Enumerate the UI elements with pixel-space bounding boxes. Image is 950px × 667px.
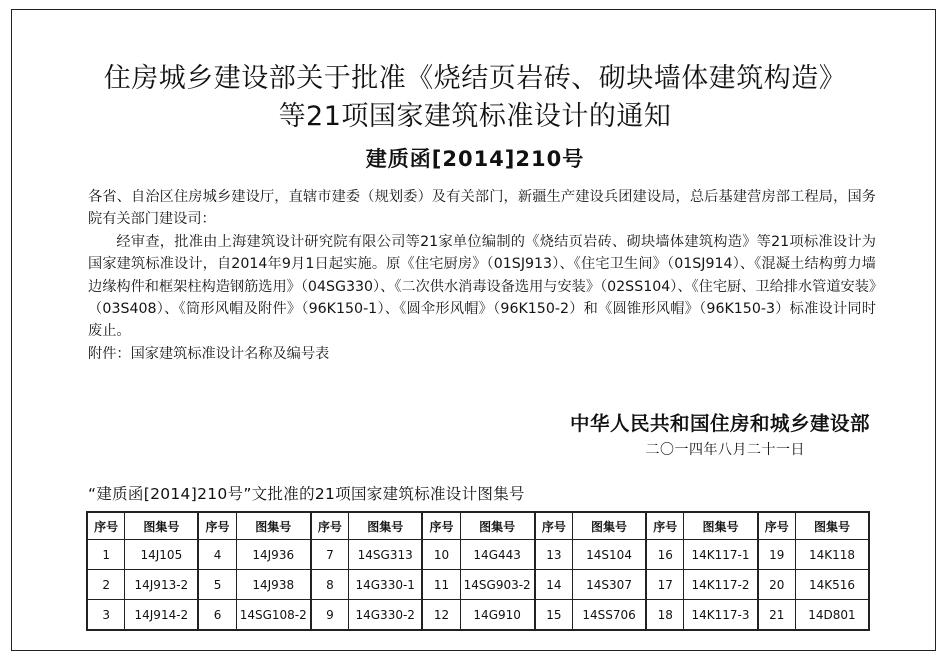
header-atlas: 图集号	[460, 512, 535, 540]
issuer-signature: 中华人民共和国住房和城乡建设部	[569, 412, 870, 435]
seq-cell: 15	[535, 600, 573, 631]
table-row	[87, 540, 869, 570]
seq-cell: 3	[87, 600, 125, 631]
atlas-cell: 14K117-3	[684, 600, 758, 631]
document-number: 建质函[2014]210号	[365, 147, 585, 171]
seq-cell: 4	[198, 540, 236, 570]
seq-cell: 2	[87, 570, 125, 600]
atlas-cell: 14K118	[795, 540, 869, 570]
seq-cell: 16	[646, 540, 684, 570]
atlas-cell: 14J105	[125, 540, 199, 570]
header-seq: 序号	[758, 512, 796, 540]
header-atlas: 图集号	[125, 512, 199, 540]
document-title-line-1: 住房城乡建设部关于批准《烧结页岩砖、砌块墙体建筑构造》	[103, 63, 847, 94]
notice-body	[88, 186, 876, 365]
atlas-cell: 14K516	[795, 570, 869, 600]
seq-cell: 8	[311, 570, 349, 600]
table-header-row	[87, 512, 869, 540]
seq-cell: 1	[87, 540, 125, 570]
atlas-cell: 14G330-1	[349, 570, 423, 600]
header-seq: 序号	[311, 512, 349, 540]
issue-date: 二〇一四年八月二十一日	[645, 442, 805, 458]
atlas-cell: 14SS706	[573, 600, 647, 631]
atlas-cell: 14K117-2	[684, 570, 758, 600]
header-seq: 序号	[422, 512, 460, 540]
approval-paragraph: 经审查，批准由上海建筑设计研究院有限公司等21家单位编制的《烧结页岩砖、砌块墙体建筑构造》等21项标准设计为国家建筑标准设计，自2014年9月1日起实施。原《住宅厨房》（01SJ913）、《住宅卫生间》（01SJ914）、《混凝土结构剪力墙边缘构件和框架柱构造钢筋选用》（04SG330）、《二次供水消毒设备选用与安装》（02SS104）、《住宅厨、卫给排水管道安装》（03S408）、《筒形风帽及附件》（96K150-1）、《圆伞形风帽》（96K150-2）和《圆锥形风帽》（96K150-3）标准设计同时废止。	[88, 233, 876, 340]
header-atlas: 图集号	[573, 512, 647, 540]
header-atlas: 图集号	[349, 512, 423, 540]
header-seq: 序号	[535, 512, 573, 540]
seq-cell: 21	[758, 600, 796, 631]
seq-cell: 13	[535, 540, 573, 570]
seq-cell: 6	[198, 600, 236, 631]
table-row	[87, 600, 869, 631]
seq-cell: 20	[758, 570, 796, 600]
atlas-cell: 14G910	[460, 600, 535, 631]
attachment-paragraph: 附件：国家建筑标准设计名称及编号表	[88, 345, 330, 362]
table-row	[87, 570, 869, 600]
atlas-cell: 14G330-2	[349, 600, 423, 631]
atlas-cell: 14D801	[795, 600, 869, 631]
atlas-cell: 14J914-2	[125, 600, 199, 631]
atlas-cell: 14K117-1	[684, 540, 758, 570]
header-seq: 序号	[87, 512, 125, 540]
seq-cell: 10	[422, 540, 460, 570]
seq-cell: 18	[646, 600, 684, 631]
header-seq: 序号	[198, 512, 236, 540]
atlas-cell: 14S307	[573, 570, 647, 600]
seq-cell: 17	[646, 570, 684, 600]
table-caption: “建质函[2014]210号”文批准的21项国家建筑标准设计图集号	[88, 485, 525, 503]
seq-cell: 7	[311, 540, 349, 570]
atlas-cell: 14SG313	[349, 540, 423, 570]
atlas-cell: 14J938	[236, 570, 311, 600]
atlas-cell: 14SG903-2	[460, 570, 535, 600]
addressee-paragraph: 各省、自治区住房城乡建设厅，直辖市建委（规划委）及有关部门，新疆生产建设兵团建设局，总后基建营房部工程局，国务院有关部门建设司：	[88, 189, 876, 228]
seq-cell: 11	[422, 570, 460, 600]
atlas-cell: 14SG108-2	[236, 600, 311, 631]
header-seq: 序号	[646, 512, 684, 540]
seq-cell: 12	[422, 600, 460, 631]
header-atlas: 图集号	[684, 512, 758, 540]
atlas-cell: 14S104	[573, 540, 647, 570]
seq-cell: 14	[535, 570, 573, 600]
atlas-cell: 14J913-2	[125, 570, 199, 600]
header-atlas: 图集号	[236, 512, 311, 540]
seq-cell: 9	[311, 600, 349, 631]
seq-cell: 5	[198, 570, 236, 600]
seq-cell: 19	[758, 540, 796, 570]
document-title-line-2: 等21项国家建筑标准设计的通知	[278, 101, 672, 132]
atlas-cell: 14J936	[236, 540, 311, 570]
header-atlas: 图集号	[795, 512, 869, 540]
atlas-cell: 14G443	[460, 540, 535, 570]
atlas-number-table	[86, 511, 870, 631]
